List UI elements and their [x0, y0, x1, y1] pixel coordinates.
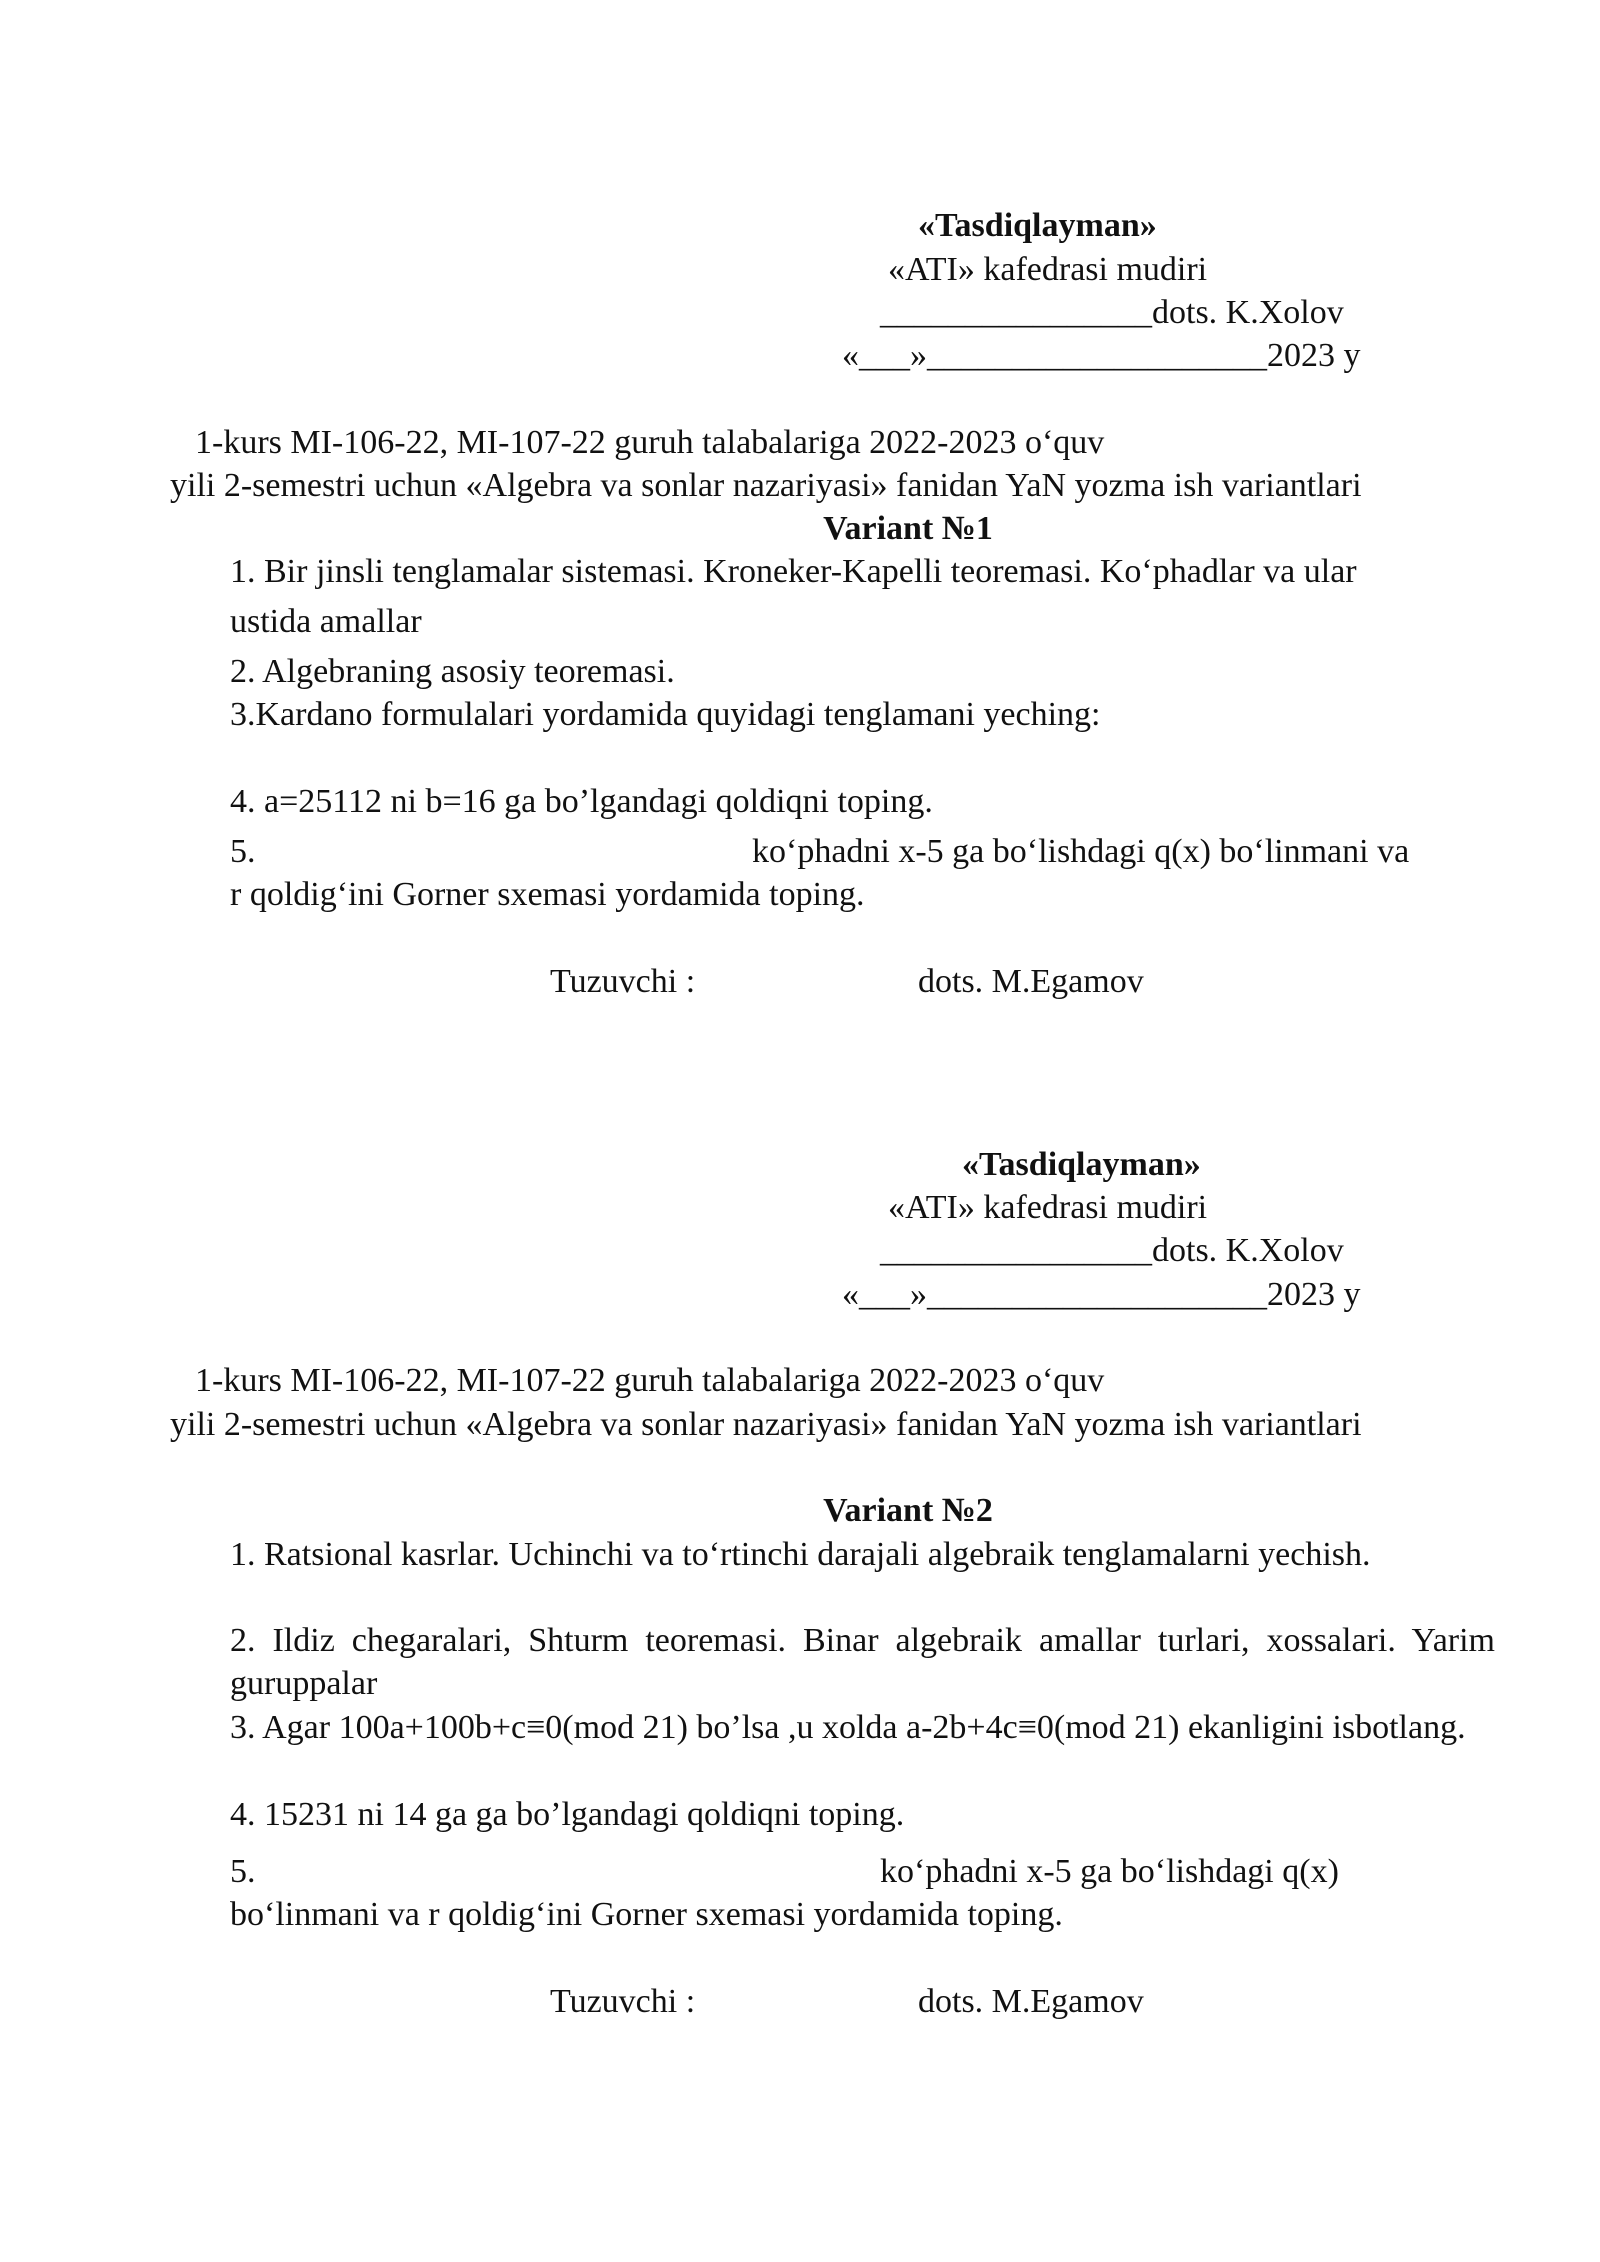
variant-1-q5-cont: r qoldig‘ini Gorner sxemasi yordamida toping. [230, 876, 865, 913]
variant-2-q2: 2. Ildiz chegaralari, Shturm teoremasi. Binar algebraik amallar turlari, xossalari. Yarim guruppalar [230, 1622, 1495, 1702]
approval-date-2: «___»____________________2023 y [842, 1276, 1361, 1313]
approval-signature-2: ________________dots. K.Xolov [880, 1232, 1344, 1269]
variant-2-q3: 3. Agar 100a+100b+c≡0(mod 21) bo’lsa ,u xolda a-2b+4c≡0(mod 21) ekanligini isbotlang. [230, 1709, 1466, 1746]
approval-position-2: «ATI» kafedrasi mudiri [888, 1189, 1208, 1226]
variant-1-q1b: ustida amallar [230, 603, 422, 640]
approval-title-1: «Tasdiqlayman» [918, 207, 1157, 244]
variant-2-q5-num: 5. [230, 1853, 256, 1890]
variant-1-q1a: 1. Bir jinsli tenglamalar sistemasi. Kroneker-Kapelli teoremasi. Ko‘phadlar va ular [230, 553, 1357, 590]
header-line1-1: 1-kurs MI-106-22, MI-107-22 guruh talabalariga 2022-2023 o‘quv [195, 424, 1105, 461]
variant-1-q3: 3.Kardano formulalari yordamida quyidagi tenglamani yeching: [230, 696, 1101, 733]
variant-2-q5-cont: bo‘linmani va r qoldig‘ini Gorner sxemasi yordamida toping. [230, 1896, 1063, 1933]
approval-position-1: «ATI» kafedrasi mudiri [888, 251, 1208, 288]
variant-2-q5-text: ko‘phadni x-5 ga bo‘lishdagi q(x) [880, 1853, 1339, 1890]
variant-1-title: Variant №1 [823, 510, 993, 547]
variant-2-author-label: Tuzuvchi : [550, 1983, 696, 2020]
approval-signature-1: ________________dots. K.Xolov [880, 294, 1344, 331]
variant-1-q5-text: ko‘phadni x-5 ga bo‘lishdagi q(x) bo‘linmani va [752, 833, 1410, 870]
header-line2-2: yili 2-semestri uchun «Algebra va sonlar nazariyasi» fanidan YaN yozma ish variantlari [170, 1406, 1362, 1443]
variant-2-q4: 4. 15231 ni 14 ga ga bo’lgandagi qoldiqni toping. [230, 1796, 905, 1833]
approval-title-2: «Tasdiqlayman» [962, 1146, 1201, 1183]
variant-1-author-label: Tuzuvchi : [550, 963, 696, 1000]
variant-2-title: Variant №2 [823, 1492, 993, 1529]
header-line2-1: yili 2-semestri uchun «Algebra va sonlar nazariyasi» fanidan YaN yozma ish variantlari [170, 467, 1362, 504]
header-line1-2: 1-kurs MI-106-22, MI-107-22 guruh talabalariga 2022-2023 o‘quv [195, 1362, 1105, 1399]
approval-date-1: «___»____________________2023 y [842, 337, 1361, 374]
variant-1-q5-num: 5. [230, 833, 256, 870]
variant-1-author-name: dots. M.Egamov [918, 963, 1144, 1000]
variant-1-q2: 2. Algebraning asosiy teoremasi. [230, 653, 675, 690]
variant-1-q4: 4. a=25112 ni b=16 ga bo’lgandagi qoldiqni toping. [230, 783, 933, 820]
variant-2-author-name: dots. M.Egamov [918, 1983, 1144, 2020]
variant-2-q1: 1. Ratsional kasrlar. Uchinchi va to‘rtinchi darajali algebraik tenglamalarni yechish. [230, 1536, 1371, 1573]
